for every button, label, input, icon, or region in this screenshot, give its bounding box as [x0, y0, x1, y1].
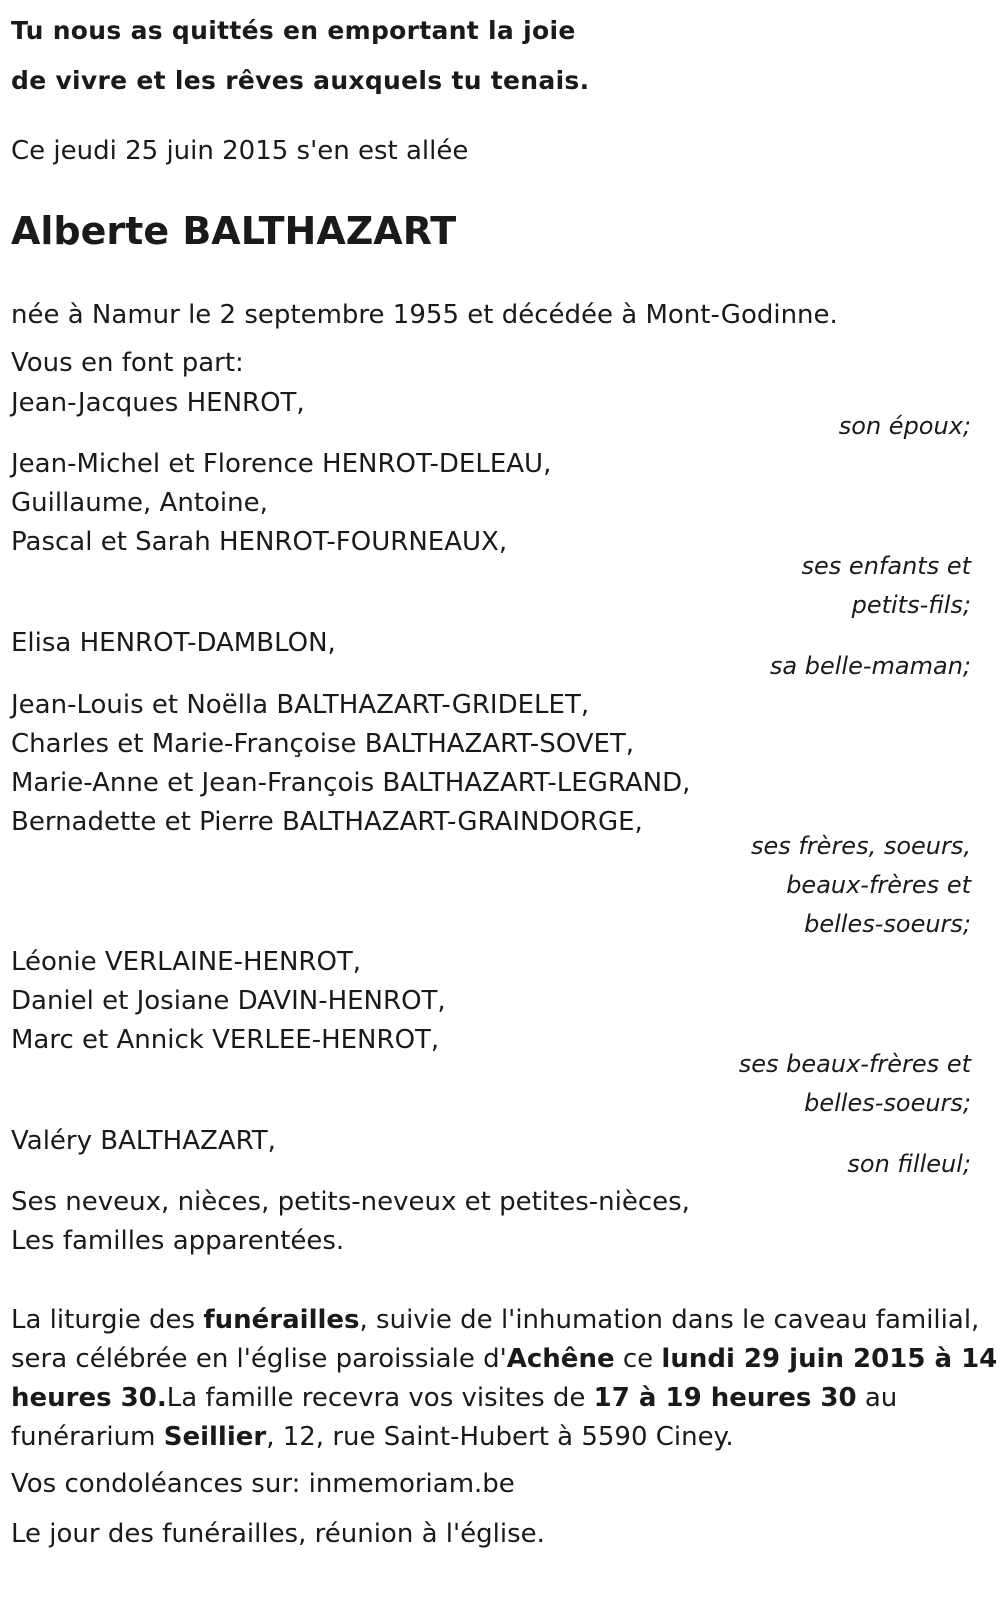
relation-in-laws [739, 1045, 971, 1123]
family-group-spouse [11, 384, 305, 423]
family-name: Bernadette et Pierre BALTHAZART-GRAINDORGE, [11, 807, 643, 837]
extended-family [11, 1183, 690, 1261]
family-name: Pascal et Sarah HENROT-FOURNEAUX, [11, 527, 508, 557]
family-group-godson [11, 1122, 276, 1161]
family-name: Elisa HENROT-DAMBLON, [11, 628, 336, 658]
family-name: Marc et Annick VERLEE-HENROT, [11, 1025, 440, 1055]
service-line-4: funérarium Seillier, 12, rue Saint-Hubert à 5590 Ciney. [11, 1422, 734, 1452]
funeral-date: lundi 29 juin 2015 à 14 [661, 1344, 998, 1374]
relation-children [802, 547, 971, 625]
service-line-3: heures 30.La famille recevra vos visites de 17 à 19 heures 30 au [11, 1383, 898, 1413]
deceased-name: Alberte BALTHAZART [11, 209, 457, 253]
family-name: Daniel et Josiane DAVIN-HENROT, [11, 986, 446, 1016]
family-name: Charles et Marie-Françoise BALTHAZART-SOVET, [11, 729, 635, 759]
relation-line: ses enfants et [801, 552, 971, 580]
intro-line-1: Tu nous as quittés en emportant la joie [11, 16, 576, 45]
intro-quote [11, 6, 589, 106]
announcement-heading: Vous en font part: [11, 348, 244, 378]
funeral-time: heures 30. [11, 1383, 167, 1413]
relation-line: beaux-frères et [786, 871, 971, 899]
relation-spouse [839, 407, 971, 446]
extended-family-line: Les familles apparentées. [11, 1226, 345, 1256]
family-group-in-laws [11, 943, 446, 1060]
service-line-2: sera célébrée en l'église paroissiale d'Achêne ce lundi 29 juin 2015 à 14 [11, 1344, 998, 1374]
extended-family-line: Ses neveux, nièces, petits-neveux et petites-nièces, [11, 1187, 690, 1217]
service-line-1: La liturgie des funérailles, suivie de l'inhumation dans le caveau familial, [11, 1305, 980, 1335]
relation-godson [847, 1145, 971, 1184]
church-location: Achêne [506, 1344, 615, 1374]
relation-line: son époux; [838, 412, 971, 440]
relation-line: son filleul; [847, 1150, 971, 1178]
family-group-mother-in-law [11, 624, 336, 663]
family-group-siblings [11, 686, 690, 842]
funeral-service-info [11, 1301, 998, 1457]
birth-death-info: née à Namur le 2 septembre 1955 et décédée à Mont-Godinne. [11, 300, 838, 330]
relation-line: belles-soeurs; [804, 910, 971, 938]
condolences-link: Vos condoléances sur: inmemoriam.be [11, 1469, 515, 1499]
passing-date: Ce jeudi 25 juin 2015 s'en est allée [11, 136, 469, 166]
visit-hours: 17 à 19 heures 30 [593, 1383, 857, 1413]
relation-line: belles-soeurs; [804, 1089, 971, 1117]
relation-line: petits-fils; [851, 591, 971, 619]
reunion-note: Le jour des funérailles, réunion à l'église. [11, 1519, 545, 1549]
family-name: Guillaume, Antoine, [11, 488, 268, 518]
family-name: Valéry BALTHAZART, [11, 1126, 276, 1156]
relation-line: sa belle-maman; [769, 652, 971, 680]
funeral-home-name: Seillier [163, 1422, 267, 1452]
relation-siblings [751, 827, 971, 944]
intro-line-2: de vivre et les rêves auxquels tu tenais. [11, 66, 590, 95]
family-name: Léonie VERLAINE-HENROT, [11, 947, 362, 977]
relation-line: ses beaux-frères et [738, 1050, 971, 1078]
family-name: Marie-Anne et Jean-François BALTHAZART-LEGRAND, [11, 768, 691, 798]
relation-mother-in-law [770, 647, 971, 686]
service-highlight: funérailles [203, 1305, 360, 1335]
family-group-children [11, 445, 551, 562]
family-name: Jean-Michel et Florence HENROT-DELEAU, [11, 449, 552, 479]
family-name: Jean-Louis et Noëlla BALTHAZART-GRIDELET, [11, 690, 590, 720]
family-name: Jean-Jacques HENROT, [11, 388, 305, 418]
relation-line: ses frères, soeurs, [750, 832, 971, 860]
